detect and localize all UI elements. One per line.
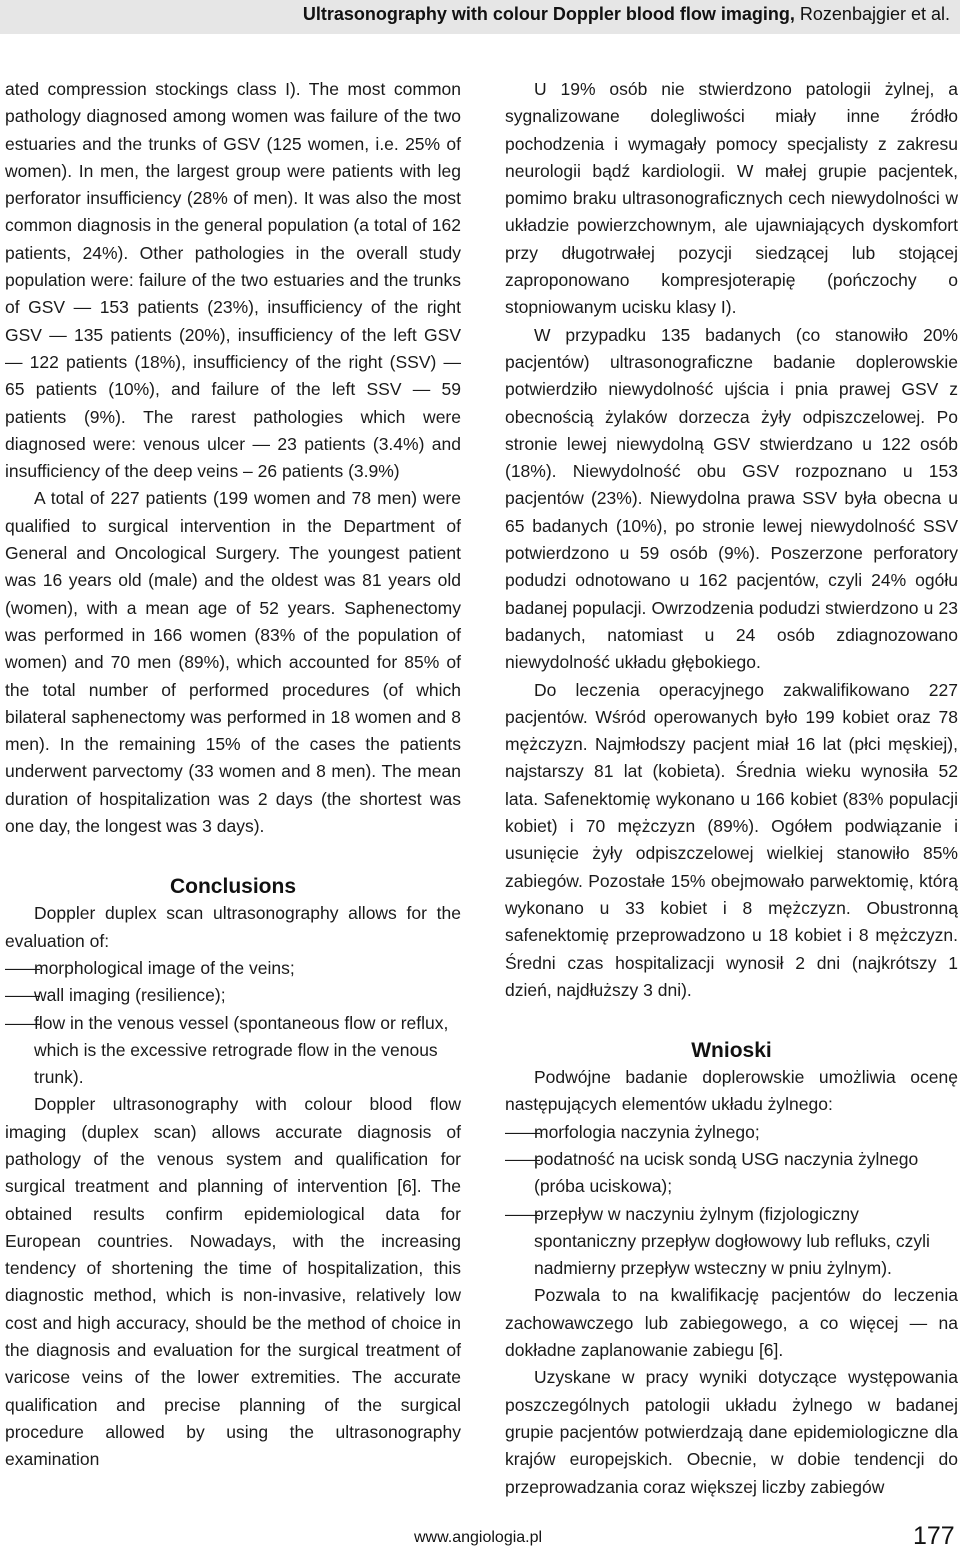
- list-dash: ——: [5, 985, 40, 1006]
- wnioski-paragraph-1: Pozwala to na kwalifikację pacjentów do leczenia zachowawczego lub zabiegowego, a co więcej — na dokładne zaplanowanie zabiegu [6].: [505, 1285, 958, 1361]
- results-paragraph-pl-1: U 19% osób nie stwierdzono patologii żylnej, a sygnalizowane dolegliwości miały inne źródło pochodzenia i wymagały pomocy specjalisty z zakresu neurologii bądź kardiologii. W małej grupie pacjentek, pomimo braku ultrasonograficznych cech niewydolności w układzie powierzchownym, ale ujawniających dyskomfort przy długotrwałej pozycji siedzącej lub stojącej zaproponowano kompresjoterapię (pończochy o stopniowanym ucisku klasy I).: [505, 79, 958, 318]
- list-item: —— przepływ w naczyniu żylnym (fizjologiczny spontaniczny przepływ dogłowowy lub refluks, czyli nadmierny przepływ wsteczny w pniu żylnym).: [505, 1201, 958, 1283]
- running-header: [303, 4, 950, 25]
- header-authors: Rozenbajgier et al.: [794, 4, 950, 24]
- list-item: —— flow in the venous vessel (spontaneous flow or reflux, which is the excessive retrograde flow in the venous trunk).: [5, 1010, 461, 1092]
- header-title: Ultrasonography with colour Doppler blood flow imaging,: [302, 4, 795, 24]
- list-item: —— morfologia naczynia żylnego;: [505, 1119, 958, 1146]
- list-dash: ——: [505, 1121, 540, 1142]
- surgery-paragraph-pl: Do leczenia operacyjnego zakwalifikowano 227 pacjentów. Wśród operowanych było 199 kobiet oraz 78 mężczyzn. Najmłodszy pacjent miał 16 lat (płci męskiej), najstarszy 81 lat (kobieta). Średnia wieku wynosiła 52 lata. Safenektomię wykonano u 166 kobiet (83% populacji kobiet) i 70 mężczyzn (89%). Ogółem podwiązanie i usunięcie żyły odpiszczelowej wielkiej stanowiło 85% zabiegów. Pozostałe 15% obejmowało parwektomię, którą wykonano u 33 kobiet i 8 mężczyzn. Obustronną safenektomię przeprowadzono u 18 kobiet i 8 mężczyzn. Średni czas hospitalizacji wynosił 2 dni (najkrótszy 1 dzień, najdłuższy 3 dni).: [505, 679, 958, 1000]
- list-item: —— morphological image of the veins;: [5, 955, 461, 982]
- right-column-polish: [505, 76, 958, 1501]
- results-paragraph-pl-2: W przypadku 135 badanych (co stanowiło 20% pacjentów) ultrasonograficzne badanie doplerowskie potwierdziło niewydolność ujścia i pnia prawej GSV z obecnością żylaków dorzecza żyły odpiszczelowej. Po stronie lewej niewydolną GSV stwierdzano u 122 osób (18%). Niewydolność obu GSV rozpoznano u 153 pacjentów (23%). Niewydolna prawa SSV była obecna u 65 badanych (10%), po stronie lewej niewydolność SSV potwierdzono u 59 osób (9%). Poszerzone perforatory podudzi odnotowano u 162 pacjentów, czyli 24% ogółu badanej populacji. Owrzodzenia podudzi stwierdzono u 23 badanych, natomiast u 24 osób zdiagnozowano niewydolność układu głębokiego.: [505, 324, 958, 673]
- list-dash: ——: [505, 1203, 540, 1224]
- wnioski-paragraph-2: Uzyskane w pracy wyniki dotyczące występowania poszczególnych patologii układu żylnego w badanej grupie pacjentów potwierdzają dane epidemiologiczne dla krajów europejskich. Obecnie, w dobie tendencji do przeprowadzania coraz większej liczby zabiegów: [505, 1367, 958, 1497]
- conclusions-intro: Doppler duplex scan ultrasonography allows for the evaluation of:: [5, 903, 461, 951]
- list-dash: ——: [505, 1148, 540, 1169]
- running-header-bar: [0, 0, 960, 34]
- conclusions-paragraph-en: Doppler ultrasonography with colour blood flow imaging (duplex scan) allows accurate diagnosis of pathology of the venous system and qualification for surgical treatment and planning of intervention [6]. The obtained results confirm epidemiological data for European countries. Nowadays, with the increasing tendency of shortening the time of hospitalization, this diagnostic method, which is non-invasive, relatively low cost and high accuracy, should be the method of choice in the diagnosis and evaluation for the surgical treatment of varicose veins of the lower extremities. The accurate qualification and precise planning of the surgical procedure allowed by using the ultrasonography examination: [5, 1094, 461, 1470]
- conclusions-list: [5, 955, 461, 1091]
- list-dash: ——: [5, 1012, 40, 1033]
- left-column-english: [5, 76, 461, 1474]
- wnioski-intro: Podwójne badanie doplerowskie umożliwia ocenę następujących elementów układu żylnego:: [505, 1067, 958, 1115]
- wnioski-list: [505, 1119, 958, 1283]
- list-dash: ——: [5, 957, 40, 978]
- page-number: 177: [913, 1522, 955, 1550]
- surgery-paragraph-en: A total of 227 patients (199 women and 78 men) were qualified to surgical intervention in the Department of General and Oncological Surgery. The youngest patient was 16 years old (male) and the oldest was 81 years old (women), with a mean age of 52 years. Saphenectomy was performed in 166 women (83% of the population of women) and 70 men (89%), which accounted for 85% of the total number of performed procedures (of which bilateral saphenectomy was performed in 18 women and 8 men). In the remaining 15% of the cases the patients underwent parvectomy (33 women and 8 men). The mean duration of hospitalization was 2 days (the shortest was one day, the longest was 3 days).: [5, 488, 461, 837]
- list-item: —— wall imaging (resilience);: [5, 982, 461, 1009]
- wnioski-heading: Wnioski: [691, 1039, 772, 1063]
- list-item: —— podatność na ucisk sondą USG naczynia żylnego (próba uciskowa);: [505, 1146, 958, 1201]
- conclusions-heading: Conclusions: [169, 875, 296, 899]
- journal-url: www.angiologia.pl: [414, 1529, 543, 1546]
- results-paragraph-en: ated compression stockings class I). The most common pathology diagnosed among women was failure of the two estuaries and the trunks of GSV (125 women, i.e. 25% of women). In men, the largest group were patients with leg perforator insufficiency (28% of men). It was also the most common diagnosis in the general population (a total of 162 patients, 24%). Other pathologies in the overall study population were: failure of the two estuaries and the trunks of GSV — 153 patients (23%), insufficiency of the right GSV — 135 patients (20%), insufficiency of the left GSV — 122 patients (18%), insufficiency of the right (SSV) — 65 patients (10%), and failure of the left SSV — 59 patients (9%). The rarest pathologies which were diagnosed were: venous ulcer — 23 patients (3.4%) and insufficiency of the deep veins – 26 patients (3.9%): [5, 79, 461, 482]
